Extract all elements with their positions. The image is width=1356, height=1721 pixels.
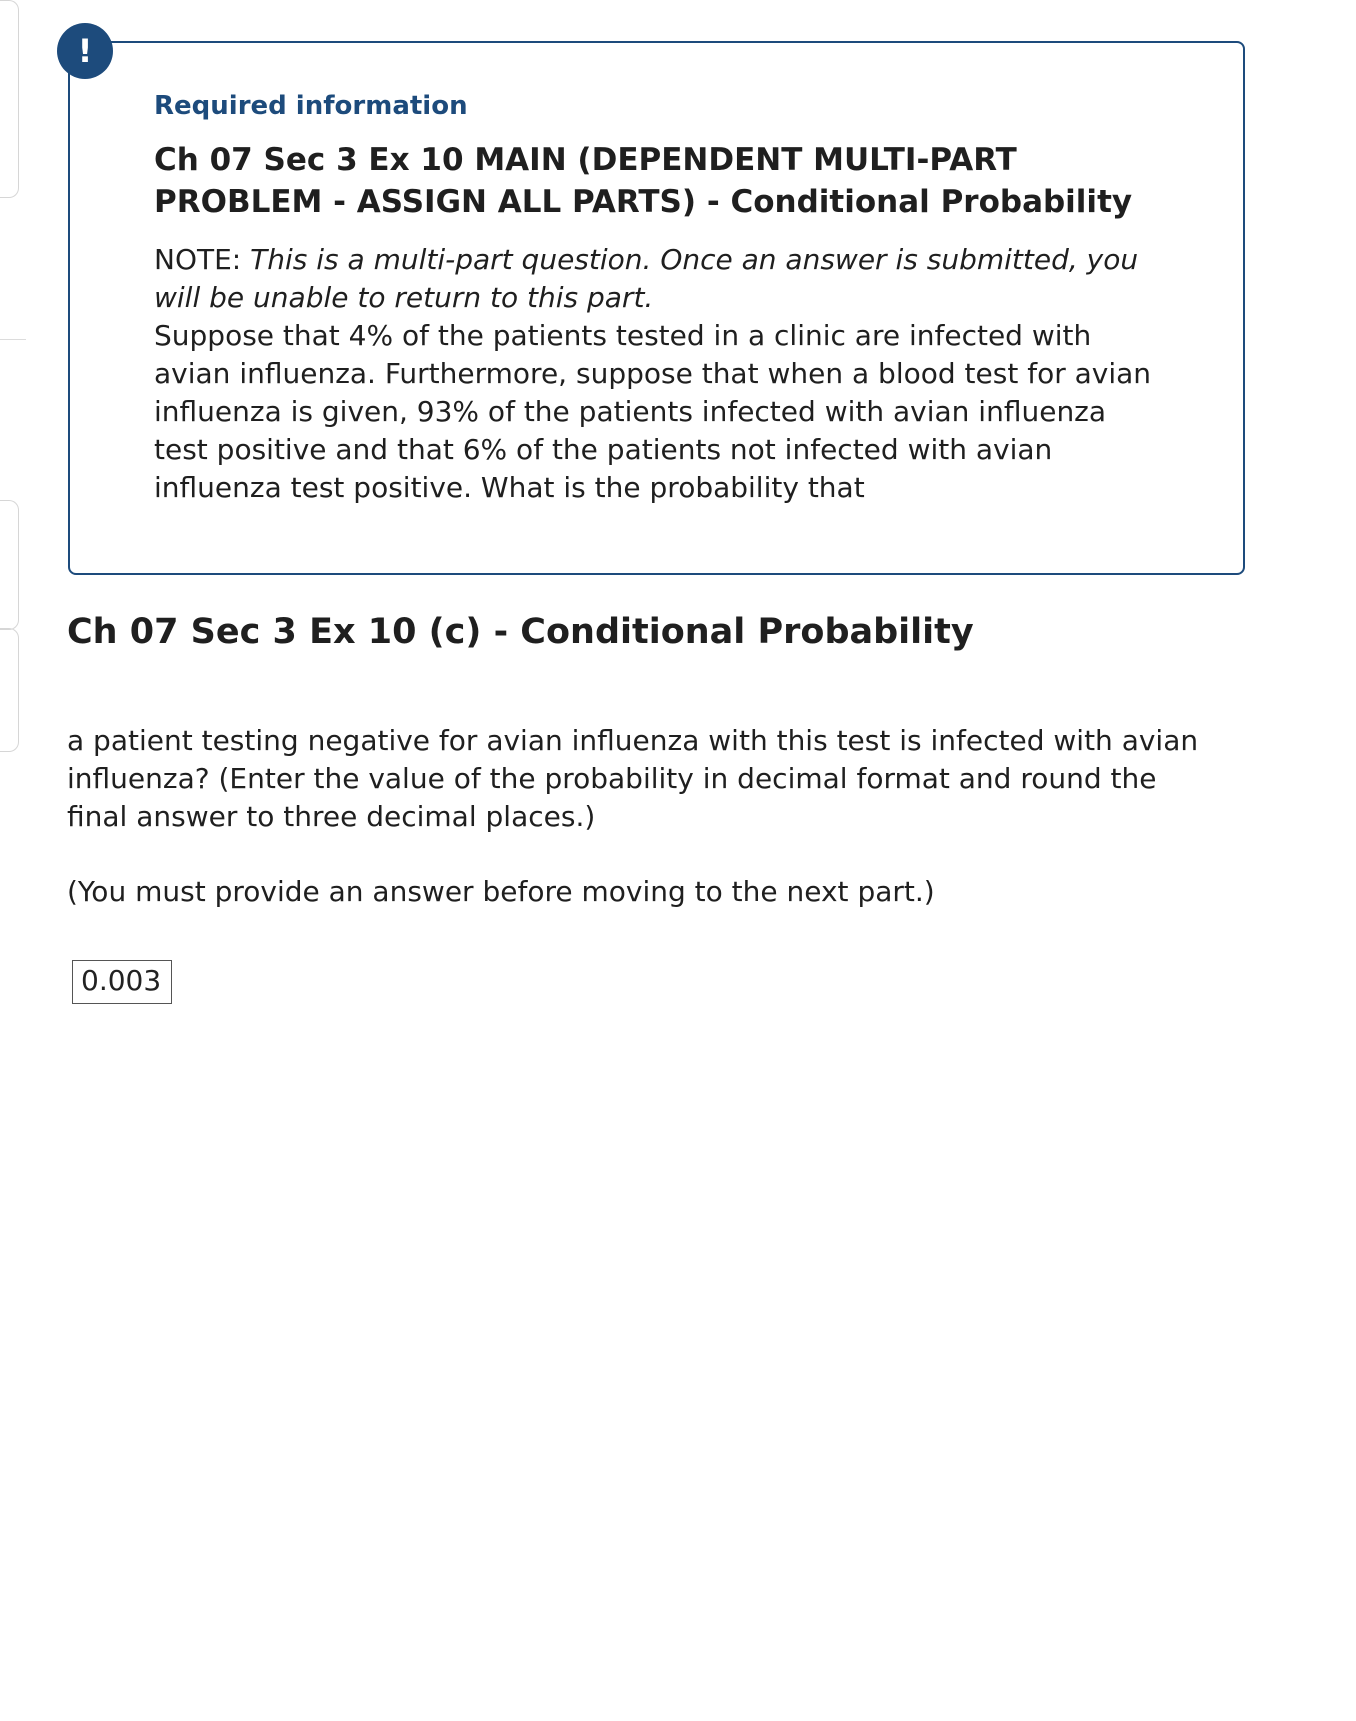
adjacent-divider [0,339,26,340]
required-information-panel [68,41,1245,575]
alert-icon: ! [57,23,113,79]
problem-text: Suppose that 4% of the patients tested in a clinic are infected with avian influenza. Furthermore, suppose that when a blood test for avian influenza is given, 93% of the patients infected with avian influenza test positive and that 6% of the patients not infected with avian influenza test positive. What is the probability that [154,319,1152,504]
answer-required-note: (You must provide an answer before moving to the next part.) [67,875,935,908]
part-title: Ch 07 Sec 3 Ex 10 (c) - Conditional Probability [67,612,974,652]
answer-input[interactable]: 0.003 [72,960,172,1004]
required-information-label: Required information [154,91,468,121]
main-problem-title: Ch 07 Sec 3 Ex 10 MAIN (DEPENDENT MULTI-PART PROBLEM - ASSIGN ALL PARTS) - Conditional Probability [154,142,1133,220]
note-body: This is a multi-part question. Once an answer is submitted, you will be unable to return to this part. [154,243,1139,314]
question-text: a patient testing negative for avian influenza with this test is infected with avian influenza? (Enter the value of the probability in decimal format and round the final answer to three decimal places.) [67,724,1199,833]
note-prefix: NOTE: [154,243,251,276]
required-information-content [154,91,1164,507]
adjacent-panel-edge [0,500,19,630]
adjacent-panel-edge [0,0,19,198]
problem-statement [154,241,1164,507]
adjacent-panel-edge [0,628,19,752]
